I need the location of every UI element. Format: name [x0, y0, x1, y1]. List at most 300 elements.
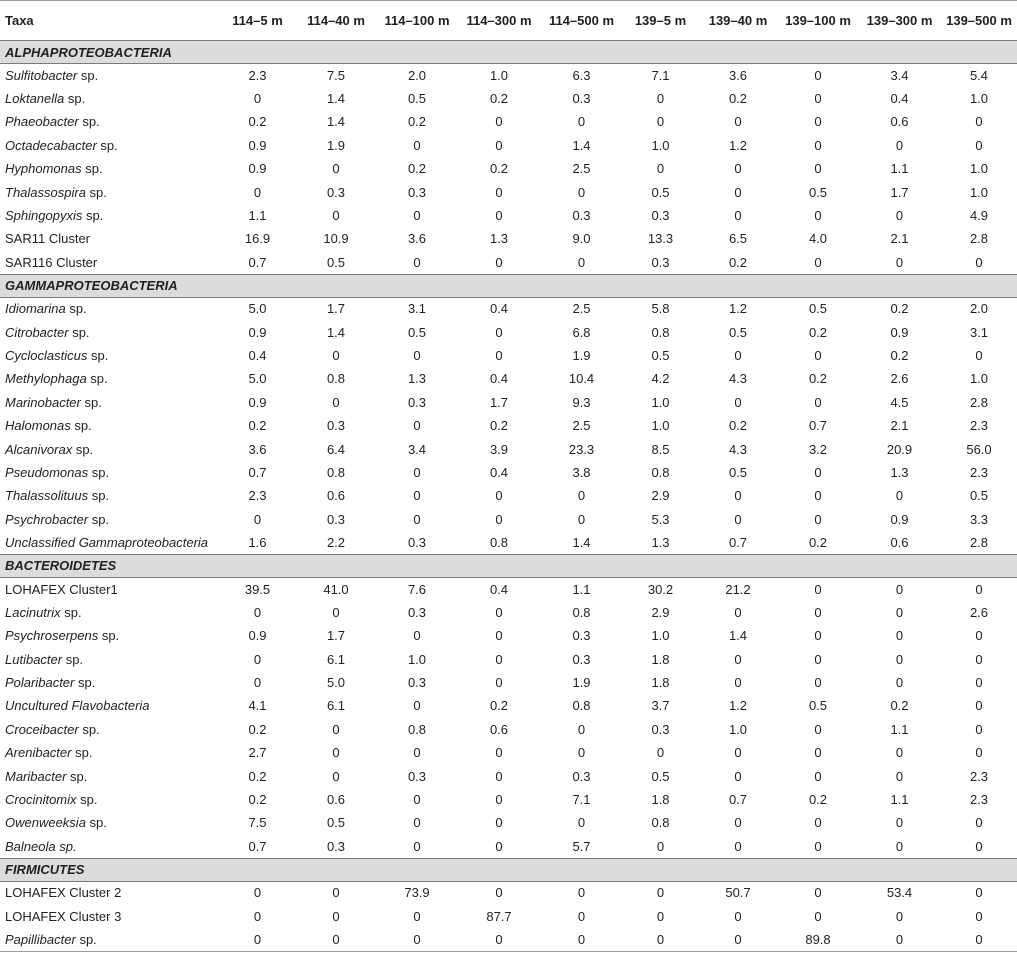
table-row	[0, 391, 1017, 414]
cell-value: 0	[814, 464, 822, 480]
cell-value: 0.8	[572, 698, 591, 714]
taxon-name	[0, 414, 219, 437]
cell-value: 0.3	[407, 768, 427, 784]
cell-value: 0	[734, 511, 742, 527]
table-row	[0, 414, 1017, 437]
cell-value: 1.0	[969, 91, 989, 107]
taxon-genus: Papillibacter	[5, 931, 76, 947]
cell-value: 0.5	[808, 698, 828, 714]
cell-value: 0	[332, 721, 340, 737]
table-body	[0, 41, 1017, 952]
cell-value: 0.3	[326, 184, 346, 200]
cell-value: 0	[814, 721, 822, 737]
cell-value: 0	[495, 488, 503, 504]
cell-value: 87.7	[486, 908, 512, 924]
table-row	[0, 881, 1017, 904]
cell-value: 0	[975, 815, 983, 831]
taxon-genus: Hyphomonas	[5, 161, 82, 177]
cell-value: 0.9	[248, 628, 267, 644]
cell-value: 0.2	[407, 114, 427, 130]
taxon-name	[0, 227, 219, 250]
header-column: 114–500 m	[540, 1, 623, 41]
cell-value: 3.4	[407, 441, 427, 457]
cell-value: 0	[413, 254, 421, 270]
taxon-genus: Alcanivorax	[5, 441, 73, 457]
cell-value: 0	[814, 838, 822, 854]
table-row	[0, 344, 1017, 367]
cell-value: 0	[895, 137, 904, 153]
cell-value: 1.0	[969, 184, 989, 200]
taxon-suffix: sp.	[88, 464, 110, 480]
table-row	[0, 87, 1017, 110]
cell-value: 0.5	[728, 324, 748, 340]
cell-value: 0	[814, 347, 822, 363]
cell-value: 0	[975, 651, 983, 667]
cell-value: 2.0	[407, 67, 427, 83]
cell-value: 10.4	[568, 371, 595, 387]
cell-value: 7.1	[651, 67, 670, 83]
cell-value: 5.0	[248, 371, 267, 387]
cell-value: 0.5	[407, 324, 427, 340]
cell-value: 0	[577, 908, 586, 924]
cell-value: 0	[814, 488, 822, 504]
cell-value: 2.3	[969, 792, 989, 808]
cell-value: 73.9	[404, 885, 430, 901]
cell-value: 0	[577, 885, 586, 901]
cell-value: 0	[895, 604, 904, 620]
cell-value: 0.2	[489, 161, 509, 177]
table-row	[0, 671, 1017, 694]
taxon-name	[0, 811, 219, 834]
table-row	[0, 204, 1017, 227]
taxon-suffix: sp.	[76, 792, 98, 808]
cell-value: 0	[413, 698, 421, 714]
cell-value: 0.3	[572, 91, 591, 107]
cell-value: 0	[814, 768, 822, 784]
cell-value: 1.9	[326, 137, 346, 153]
taxon-name	[0, 835, 219, 858]
cell-value: 0.9	[890, 324, 909, 340]
cell-value: 0	[495, 347, 503, 363]
cell-value: 1.9	[572, 675, 591, 691]
cell-value: 0.2	[489, 418, 509, 434]
cell-value: 53.4	[886, 885, 913, 901]
cell-value: 0.2	[808, 324, 828, 340]
taxon-suffix: LOHAFEX Cluster 3	[5, 908, 122, 924]
table-row	[0, 694, 1017, 717]
cell-value: 0	[975, 114, 983, 130]
cell-value: 0.2	[890, 698, 909, 714]
taxon-name	[0, 87, 219, 110]
section-row	[0, 858, 1017, 881]
cell-value: 2.6	[969, 604, 989, 620]
taxon-suffix: sp.	[88, 511, 110, 527]
cell-value: 6.4	[326, 441, 346, 457]
cell-value: 0.8	[407, 721, 427, 737]
header-column: 114–40 m	[296, 1, 376, 41]
header-column: 139–500 m	[941, 1, 1017, 41]
cell-value: 0	[975, 908, 983, 924]
cell-value: 0	[413, 792, 421, 808]
cell-value: 2.5	[572, 161, 591, 177]
taxon-suffix: sp.	[85, 815, 107, 831]
cell-value: 1.2	[728, 301, 748, 317]
cell-value: 0	[814, 161, 822, 177]
table-row	[0, 157, 1017, 180]
taxon-name	[0, 391, 219, 414]
cell-value: 7.5	[248, 815, 267, 831]
cell-value: 4.3	[728, 371, 748, 387]
cell-value: 0.7	[728, 792, 748, 808]
cell-value: 0.9	[248, 324, 267, 340]
cell-value: 3.4	[890, 67, 909, 83]
cell-value: 0	[253, 651, 262, 667]
cell-value: 0.8	[651, 324, 670, 340]
table-row	[0, 484, 1017, 507]
cell-value: 0	[814, 581, 822, 597]
cell-value: 0	[975, 254, 983, 270]
cell-value: 0	[376, 928, 458, 951]
cell-value: 0.2	[808, 792, 828, 808]
taxon-suffix: sp.	[65, 301, 87, 317]
taxon-genus: Arenibacter	[5, 745, 72, 761]
taxon-name	[0, 110, 219, 133]
taxon-suffix: sp.	[74, 675, 96, 691]
cell-value: 0	[734, 651, 742, 667]
cell-value: 0	[975, 581, 983, 597]
cell-value: 1.1	[248, 208, 267, 224]
cell-value: 0	[495, 208, 503, 224]
cell-value: 0	[413, 418, 421, 434]
cell-value: 0	[413, 745, 421, 761]
table-row	[0, 624, 1017, 647]
cell-value: 0	[734, 488, 742, 504]
taxon-suffix: sp.	[66, 768, 88, 784]
section-title: BACTEROIDETES	[0, 554, 1017, 577]
taxon-name	[0, 367, 219, 390]
cell-value: 0	[975, 698, 983, 714]
table-row	[0, 718, 1017, 741]
taxon-name	[0, 694, 219, 717]
cell-value: 2.6	[890, 371, 909, 387]
taxon-name	[0, 508, 219, 531]
taxon-suffix: sp.	[71, 745, 93, 761]
cell-value: 0.2	[489, 91, 509, 107]
taxon-genus: Sulfitobacter	[5, 67, 78, 83]
cell-value: 0.2	[248, 768, 267, 784]
cell-value: 2.8	[969, 394, 989, 410]
cell-value: 0.3	[572, 628, 591, 644]
taxon-name	[0, 484, 219, 507]
cell-value: 0.2	[728, 91, 748, 107]
cell-value: 0	[656, 908, 665, 924]
cell-value: 0	[734, 394, 742, 410]
cell-value: 1.3	[489, 231, 509, 247]
table-row	[0, 134, 1017, 157]
cell-value: 0	[814, 67, 822, 83]
taxon-name	[0, 881, 219, 904]
cell-value: 0.2	[248, 418, 267, 434]
table-row	[0, 577, 1017, 600]
cell-value: 2.7	[248, 745, 267, 761]
taxon-genus: Maribacter	[5, 768, 67, 784]
cell-value: 0	[698, 928, 778, 951]
cell-value: 2.9	[651, 488, 670, 504]
cell-value: 0	[734, 184, 742, 200]
cell-value: 0	[895, 768, 904, 784]
table-row	[0, 180, 1017, 203]
cell-value: 1.3	[890, 464, 909, 480]
cell-value: 2.3	[248, 67, 267, 83]
table-row	[0, 64, 1017, 87]
taxon-genus: Cycloclasticus	[5, 347, 88, 363]
cell-value: 1.8	[651, 792, 670, 808]
cell-value: 0.6	[890, 114, 909, 130]
cell-value: 0	[577, 114, 586, 130]
cell-value: 0	[814, 745, 822, 761]
taxon-genus: Loktanella	[5, 91, 65, 107]
cell-value: 1.4	[572, 137, 591, 153]
cell-value: 0.3	[407, 675, 427, 691]
cell-value: 0.3	[572, 208, 591, 224]
header-column: 139–40 m	[698, 1, 778, 41]
cell-value: 4.3	[728, 441, 748, 457]
taxon-genus: Halomonas	[5, 418, 71, 434]
cell-value: 0	[895, 651, 904, 667]
cell-value: 0.6	[326, 488, 346, 504]
taxon-genus: Marinobacter	[5, 394, 81, 410]
cell-value: 0	[895, 488, 904, 504]
cell-value: 0	[895, 838, 904, 854]
cell-value: 2.3	[248, 488, 267, 504]
taxon-name	[0, 741, 219, 764]
cell-value: 0.2	[489, 698, 509, 714]
cell-value: 0	[656, 885, 665, 901]
taxon-suffix: sp.	[68, 324, 90, 340]
cell-value: 3.6	[407, 231, 427, 247]
taxon-name	[0, 601, 219, 624]
cell-value: 0	[413, 908, 421, 924]
cell-value: 0.3	[407, 184, 427, 200]
cell-value: 0.4	[489, 581, 509, 597]
cell-value: 0.2	[248, 114, 267, 130]
taxon-name	[0, 320, 219, 343]
cell-value: 0	[895, 675, 904, 691]
cell-value: 1.7	[489, 394, 509, 410]
cell-value: 0.3	[572, 768, 591, 784]
cell-value: 0	[734, 114, 742, 130]
taxon-name	[0, 344, 219, 367]
cell-value: 16.9	[244, 231, 271, 247]
cell-value: 0	[332, 885, 340, 901]
taxon-suffix: LOHAFEX Cluster 2	[5, 885, 122, 901]
cell-value: 0	[577, 721, 586, 737]
taxon-suffix: sp.	[70, 418, 92, 434]
table-row	[0, 461, 1017, 484]
cell-value: 0	[413, 464, 421, 480]
cell-value: 0	[458, 928, 540, 951]
cell-value: 1.8	[651, 651, 670, 667]
table-row	[0, 508, 1017, 531]
cell-value: 7.5	[326, 67, 346, 83]
cell-value: 0	[495, 184, 503, 200]
table-row	[0, 227, 1017, 250]
taxon-genus: Lacinutrix	[5, 604, 61, 620]
cell-value: 0.5	[326, 254, 346, 270]
section-row	[0, 41, 1017, 64]
cell-value: 1.0	[969, 371, 989, 387]
taxon-name	[0, 180, 219, 203]
cell-value: 0	[975, 745, 983, 761]
table-row	[0, 601, 1017, 624]
cell-value: 0	[577, 815, 586, 831]
cell-value: 39.5	[244, 581, 271, 597]
cell-value: 0	[495, 604, 503, 620]
cell-value: 0	[656, 114, 665, 130]
table-row	[0, 437, 1017, 460]
cell-value: 20.9	[886, 441, 913, 457]
cell-value: 6.5	[728, 231, 748, 247]
table-row	[0, 110, 1017, 133]
cell-value: 0.2	[728, 418, 748, 434]
cell-value: 56.0	[966, 441, 992, 457]
cell-value: 0	[540, 928, 623, 951]
cell-value: 1.7	[326, 628, 346, 644]
cell-value: 2.1	[890, 231, 909, 247]
cell-value: 0.4	[489, 371, 509, 387]
cell-value: 0	[332, 908, 340, 924]
cell-value: 1.2	[728, 137, 748, 153]
section-row	[0, 274, 1017, 297]
cell-value: 0	[495, 675, 503, 691]
cell-value: 0	[656, 91, 665, 107]
cell-value: 1.9	[572, 347, 591, 363]
cell-value: 13.3	[647, 231, 674, 247]
cell-value: 0.5	[651, 184, 670, 200]
cell-value: 0.3	[651, 721, 670, 737]
cell-value: 1.7	[326, 301, 346, 317]
cell-value: 0	[413, 815, 421, 831]
cell-value: 0	[734, 347, 742, 363]
cell-value: 0	[814, 815, 822, 831]
cell-value: 0.6	[326, 792, 346, 808]
cell-value: 0	[495, 651, 503, 667]
section-row	[0, 554, 1017, 577]
taxon-suffix: sp.	[98, 628, 120, 644]
cell-value: 0	[734, 768, 742, 784]
table-row	[0, 788, 1017, 811]
cell-value: 0.2	[248, 721, 267, 737]
cell-value: 0.5	[651, 768, 670, 784]
cell-value: 0.3	[407, 534, 427, 550]
cell-value: 0	[734, 838, 742, 854]
cell-value: 0.5	[407, 91, 427, 107]
cell-value: 0	[495, 768, 503, 784]
cell-value: 0	[413, 838, 421, 854]
cell-value: 0.7	[248, 838, 267, 854]
cell-value: 1.4	[326, 91, 346, 107]
table-row	[0, 367, 1017, 390]
cell-value: 0.3	[407, 394, 427, 410]
cell-value: 1.7	[890, 184, 909, 200]
cell-value: 1.0	[651, 628, 670, 644]
taxon-suffix: sp.	[82, 208, 104, 224]
cell-value: 0	[413, 347, 421, 363]
cell-value: 1.0	[728, 721, 748, 737]
cell-value: 0.8	[326, 371, 346, 387]
taxon-genus: Balneola sp.	[5, 838, 77, 854]
cell-value: 0	[577, 184, 586, 200]
section-title: ALPHAPROTEOBACTERIA	[0, 41, 1017, 64]
cell-value: 0.6	[890, 534, 909, 550]
cell-value: 1.0	[651, 418, 670, 434]
taxon-genus: Polaribacter	[5, 675, 75, 691]
taxon-name	[0, 624, 219, 647]
cell-value: 0.9	[890, 511, 909, 527]
cell-value: 0	[332, 768, 340, 784]
cell-value: 0	[495, 815, 503, 831]
cell-value: 2.2	[326, 534, 346, 550]
cell-value: 0	[656, 745, 665, 761]
taxon-name	[0, 157, 219, 180]
taxon-suffix: sp.	[62, 651, 84, 667]
cell-value: 0	[253, 675, 262, 691]
cell-value: 0.9	[248, 394, 267, 410]
cell-value: 0	[413, 488, 421, 504]
taxon-genus: Owenweeksia	[5, 815, 86, 831]
cell-value: 6.3	[572, 67, 591, 83]
header-column: 114–300 m	[458, 1, 540, 41]
cell-value: 0	[734, 604, 742, 620]
taxon-name	[0, 531, 219, 554]
cell-value: 0	[495, 628, 503, 644]
cell-value: 2.3	[969, 768, 989, 784]
cell-value: 0	[975, 721, 983, 737]
cell-value: 1.0	[489, 67, 509, 83]
cell-value: 0.3	[326, 511, 346, 527]
cell-value: 1.8	[651, 675, 670, 691]
cell-value: 0.4	[489, 464, 509, 480]
taxon-genus: Octadecabacter	[5, 137, 97, 153]
taxon-name	[0, 437, 219, 460]
taxon-suffix: sp.	[87, 347, 109, 363]
cell-value: 0.2	[890, 347, 909, 363]
taxon-genus: Thalassolituus	[5, 488, 89, 504]
cell-value: 0	[495, 745, 503, 761]
header-column: 139–300 m	[858, 1, 941, 41]
taxon-suffix: sp.	[77, 67, 99, 83]
taxon-suffix: sp.	[78, 721, 100, 737]
table-row	[0, 531, 1017, 554]
cell-value: 4.9	[969, 208, 989, 224]
taxon-suffix: sp.	[80, 394, 102, 410]
table-row	[0, 904, 1017, 927]
cell-value: 0.9	[248, 161, 267, 177]
cell-value: 0	[413, 137, 421, 153]
taxon-genus: Idiomarina	[5, 301, 66, 317]
cell-value: 0.2	[890, 301, 909, 317]
cell-value: 0	[332, 347, 340, 363]
cell-value: 0.3	[651, 254, 670, 270]
taxon-name	[0, 788, 219, 811]
cell-value: 0.8	[326, 464, 346, 480]
cell-value: 0	[734, 815, 742, 831]
cell-value: 3.9	[489, 441, 509, 457]
taxon-suffix: sp.	[81, 161, 103, 177]
cell-value: 30.2	[647, 581, 674, 597]
cell-value: 0	[413, 208, 421, 224]
cell-value: 0.8	[489, 534, 509, 550]
